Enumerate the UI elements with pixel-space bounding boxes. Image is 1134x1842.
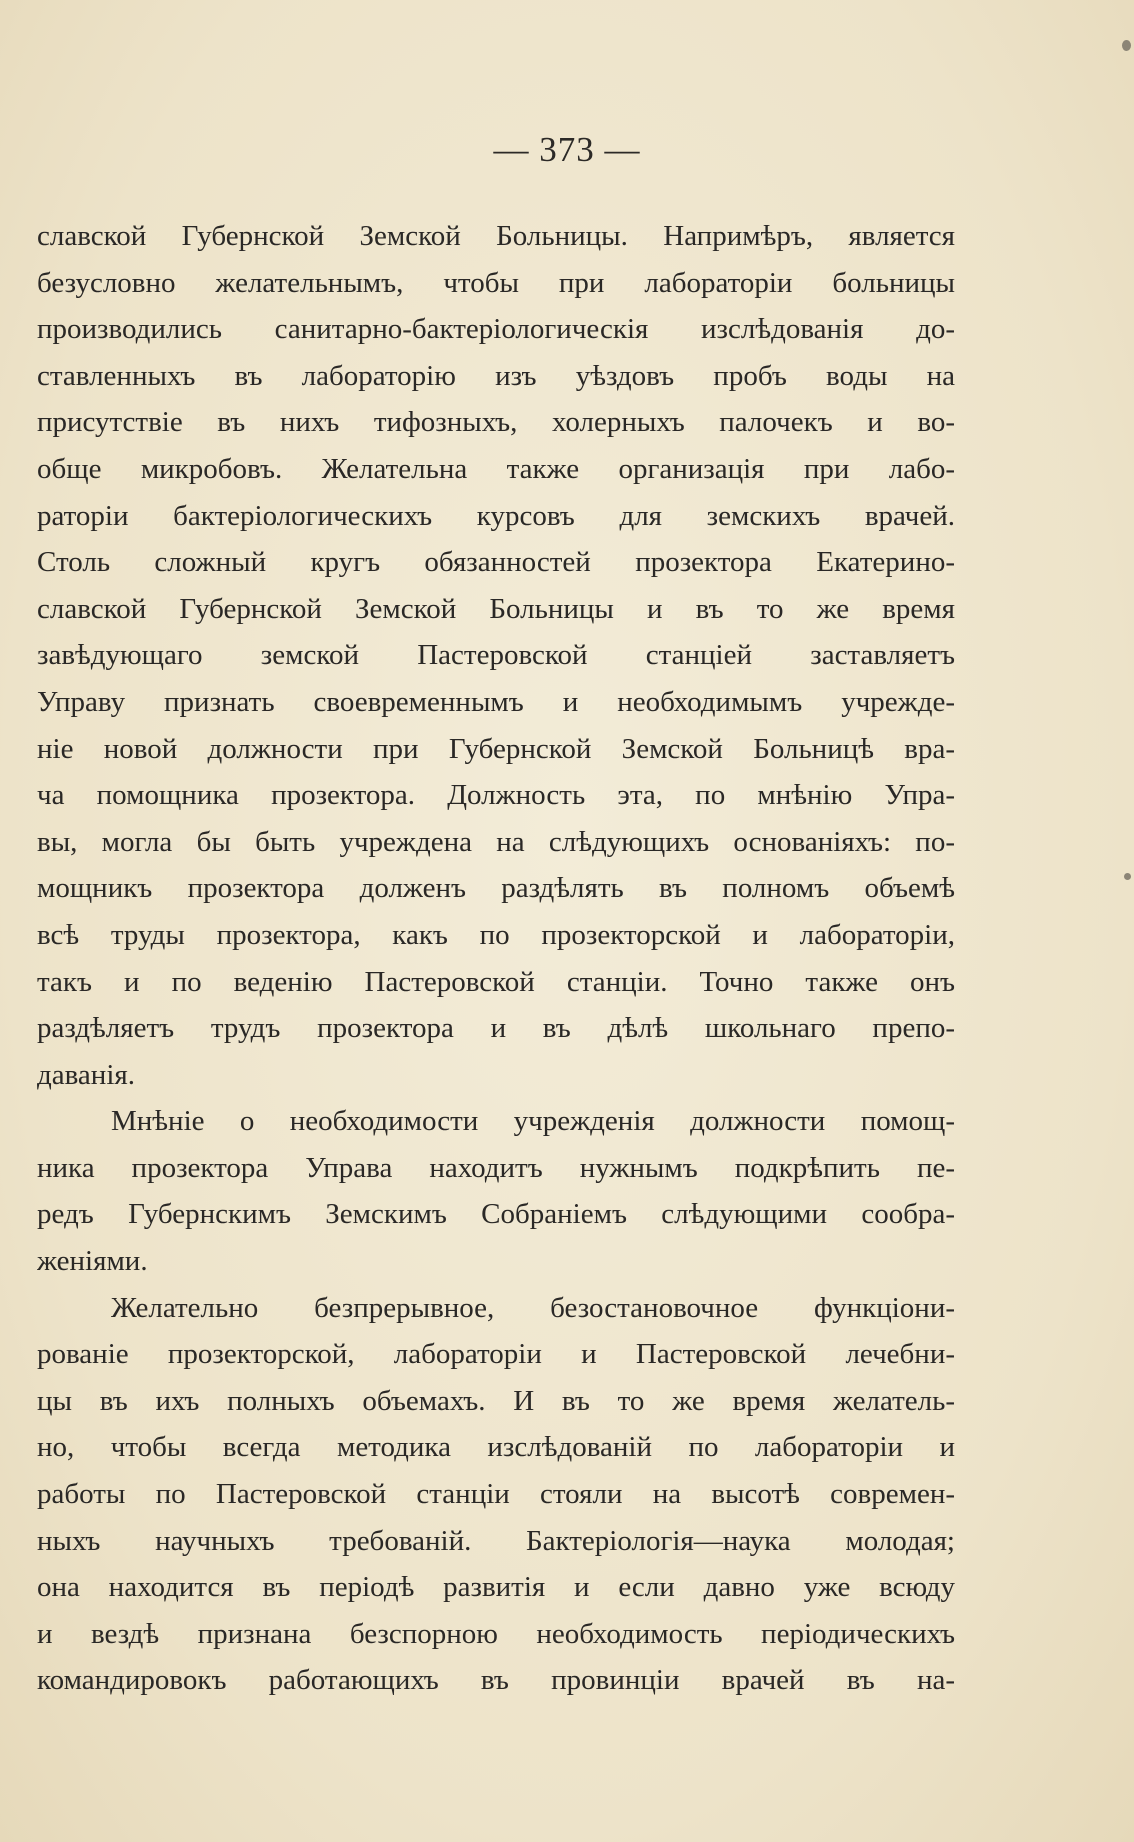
body-text — [37, 213, 955, 1704]
text-line: славской Губернской Земской Больницы и въ то же время — [37, 592, 955, 625]
text-line: ника прозектора Управа находитъ нужнымъ подкрѣпить пе- — [37, 1151, 955, 1184]
text-line: но, чтобы всегда методика изслѣдованій по лабораторіи и — [37, 1431, 955, 1464]
text-line: она находится въ періодѣ развитія и если давно уже всюду — [37, 1571, 955, 1604]
paragraph-first-line: Желательно безпрерывное, безостановочное функціони- — [111, 1291, 955, 1324]
text-line: женіями. — [37, 1245, 148, 1278]
text-line: редъ Губернскимъ Земскимъ Собраніемъ слѣдующими сообра- — [37, 1198, 955, 1231]
text-line: присутствіе въ нихъ тифозныхъ, холерныхъ палочекъ и во- — [37, 406, 955, 439]
text-line: ныхъ научныхъ требованій. Бактеріологія—наука молодая; — [37, 1524, 955, 1557]
text-line: Столь сложный кругъ обязанностей прозектора Екатерино- — [37, 546, 955, 579]
text-line: обще микробовъ. Желательна также организація при лабо- — [37, 452, 955, 485]
text-line: всѣ труды прозектора, какъ по прозекторской и лабораторіи, — [37, 918, 955, 951]
paragraph-first-line: Мнѣніе о необходимости учрежденія должности помощ- — [111, 1105, 955, 1138]
text-line: безусловно желательнымъ, чтобы при лабораторіи больницы — [37, 266, 955, 299]
text-line: работы по Пастеровской станціи стояли на высотѣ современ- — [37, 1478, 955, 1511]
text-line: ча помощника прозектора. Должность эта, по мнѣнію Упра- — [37, 779, 955, 812]
ink-speck — [1124, 873, 1131, 880]
ink-speck — [1122, 40, 1131, 51]
text-line: раторіи бактеріологическихъ курсовъ для земскихъ врачей. — [37, 499, 955, 532]
text-line: командировокъ работающихъ въ провинціи врачей въ на- — [37, 1664, 955, 1697]
text-line: такъ и по веденію Пастеровской станціи. Точно также онъ — [37, 965, 955, 998]
text-line: и вездѣ признана безспорною необходимость періодическихъ — [37, 1617, 955, 1650]
text-line: ставленныхъ въ лабораторію изъ уѣздовъ пробъ воды на — [37, 359, 955, 392]
text-line: Управу признать своевременнымъ и необходимымъ учрежде- — [37, 685, 955, 718]
text-line: ніе новой должности при Губернской Земской Больницѣ вра- — [37, 732, 955, 765]
text-line: производились санитарно-бактеріологическія изслѣдованія до- — [37, 313, 955, 346]
text-line: вы, могла бы быть учреждена на слѣдующихъ основаніяхъ: по- — [37, 825, 955, 858]
text-line: цы въ ихъ полныхъ объемахъ. И въ то же время желатель- — [37, 1384, 955, 1417]
text-line: рованіе прозекторской, лабораторіи и Пастеровской лечебни- — [37, 1338, 955, 1371]
page-number: — 373 — — [493, 130, 641, 169]
text-line: славской Губернской Земской Больницы. Напримѣръ, является — [37, 220, 955, 252]
text-line: даванія. — [37, 1058, 135, 1091]
text-line: мощникъ прозектора долженъ раздѣлять въ полномъ объемѣ — [37, 872, 955, 905]
text-line: раздѣляетъ трудъ прозектора и въ дѣлѣ школьнаго препо- — [37, 1012, 955, 1045]
text-line: завѣдующаго земской Пастеровской станціей заставляетъ — [37, 639, 955, 672]
